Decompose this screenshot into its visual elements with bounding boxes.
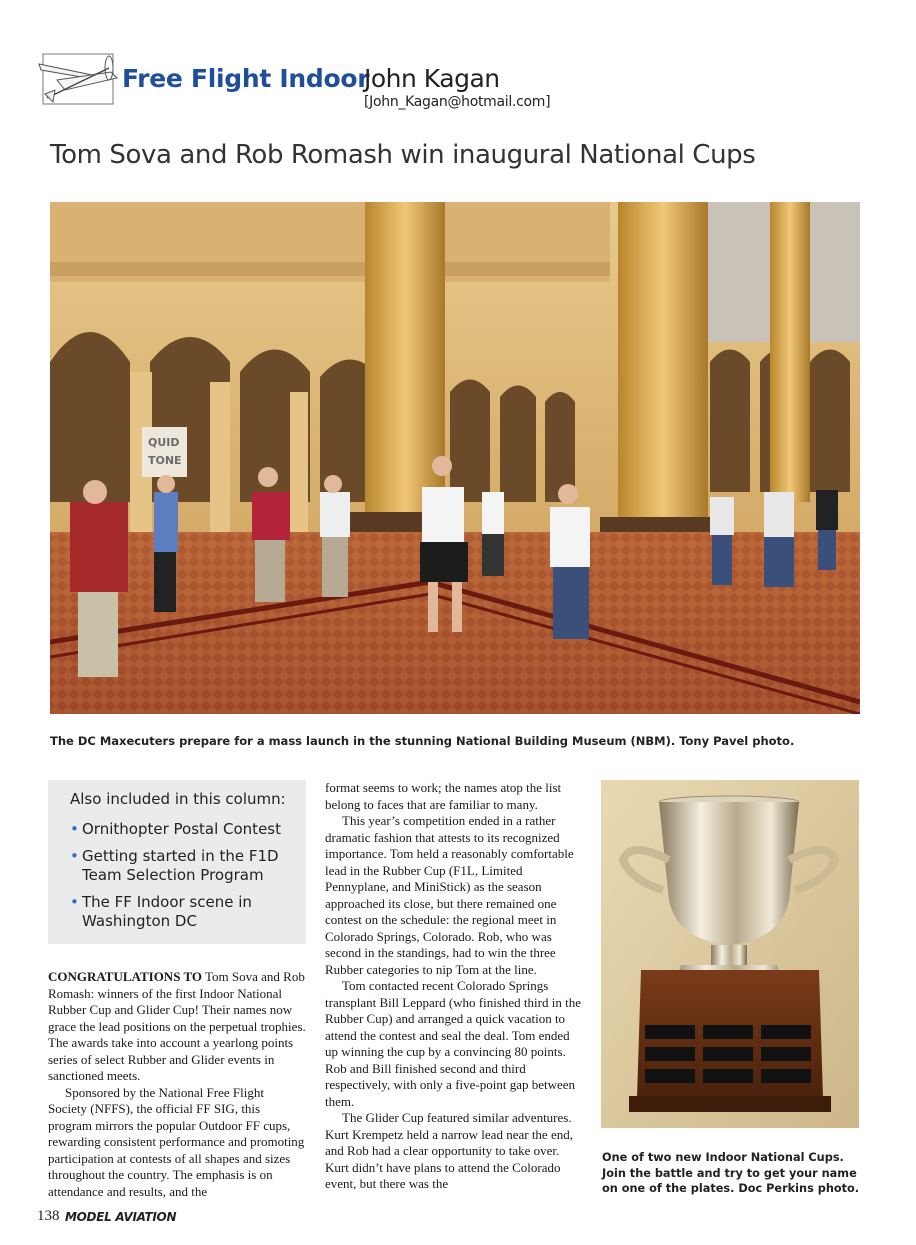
bullet-icon: • (70, 893, 79, 911)
list-item: • The FF Indoor scene in Washington DC (70, 893, 252, 930)
magazine-name: MODEL AVIATION (65, 1210, 177, 1224)
article-column-1 (48, 969, 306, 1200)
paragraph: The Glider Cup featured similar adventures. Kurt Krempetz held a narrow lead near the end, and Rob had a clear opportunity to take over. Kurt didn’t have plans to attend the Colorado event, but there was the (325, 1110, 573, 1191)
also-included-list (70, 820, 294, 931)
lead-in: CONGRATULATIONS TO (48, 969, 202, 984)
article-column-2 (325, 780, 581, 1193)
list-item: • Getting started in the F1D Team Selection Program (70, 847, 279, 884)
paragraph: Sponsored by the National Free Flight Society (NFFS), the official FF SIG, this program mirrors the popular Outdoor FF cups, rewarding consistent performance and promoting participation at contests of all shapes and sizes throughout the country. The emphasis is on attendance and results, and the (48, 1084, 305, 1199)
main-photo-caption: The DC Maxecuters prepare for a mass launch in the stunning National Building Museum (NBM). Tony Pavel photo. (50, 734, 795, 748)
author-name: John Kagan (364, 64, 500, 93)
museum-sign-line1: QUID (148, 436, 180, 449)
column-title: Free Flight Indoor (122, 64, 370, 93)
page-number: 138 (37, 1208, 60, 1224)
museum-launch-photo (50, 202, 860, 714)
paragraph: format seems to work; the names atop the list belong to faces that are familiar to many. (325, 780, 562, 812)
list-item: • Ornithopter Postal Contest (70, 820, 281, 838)
article-headline: Tom Sova and Rob Romash win inaugural National Cups (50, 140, 756, 170)
bullet-icon: • (70, 847, 79, 865)
paragraph: Tom contacted recent Colorado Springs transplant Bill Leppard (who finished third in the Rubber Cup) and arranged a quick vacation to attend the contest and seal the deal. Tom ended up winning the cup by a convincing 80 points. Rob and Bill finished second and third respectively, with only a five-point gap between them. (325, 978, 581, 1109)
paragraph: CONGRATULATIONS TO Tom Sova and Rob Romash: winners of the first Indoor National Rubber Cup and Glider Cup! Their names now grace the lead positions on the perpetual trophies. The awards take into account a yearlong points series of select Rubber and Glider events in sanctioned meets. (48, 969, 306, 1083)
author-email: [John_Kagan@hotmail.com] (364, 94, 551, 110)
museum-sign-line2: TONE (148, 454, 182, 467)
also-included-title: Also included in this column: (70, 790, 286, 808)
trophy-photo-caption: One of two new Indoor National Cups. Join the battle and try to get your name on one of the plates. Doc Perkins photo. (602, 1151, 860, 1195)
bullet-icon: • (70, 820, 79, 838)
also-included-box (48, 780, 306, 944)
free-flight-logo-icon (37, 50, 123, 110)
trophy-photo (601, 780, 859, 1128)
paragraph: This year’s competition ended in a rather dramatic fashion that attests to its recognized importance. Tom held a reasonably comfortable lead in the Rubber Cup (F1L, Limited Pennyplane, and MiniStick) as the season approached its close, but there remained one contest on the schedule: the regional meet in Colorado Springs, Colorado. Rob, who was second in the standings, had to win the three Rubber categories to nip Tom at the line. (325, 813, 574, 977)
